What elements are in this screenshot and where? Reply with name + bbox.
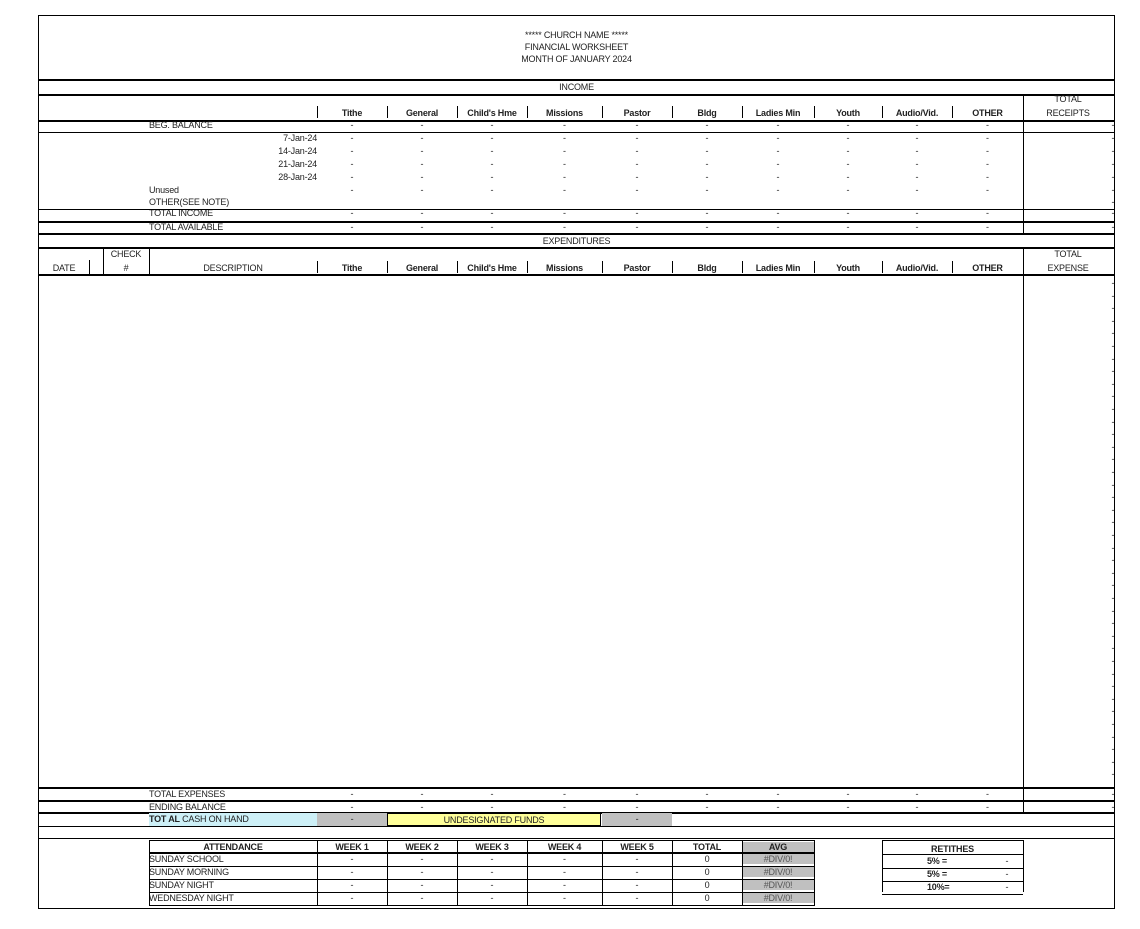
income-row-label: 14-Jan-24 <box>278 146 317 156</box>
income-total-divider <box>1023 120 1024 234</box>
church-name: ***** CHURCH NAME ***** <box>525 30 628 40</box>
income-header-col-divider <box>882 106 883 118</box>
attendance-row-label: SUNDAY SCHOOL <box>149 854 224 864</box>
attendance-col-divider <box>742 840 743 906</box>
cash-on-hand-label: CASH ON HAND <box>179 814 249 824</box>
income-cell: - <box>776 185 780 195</box>
income-cell: - <box>420 159 424 169</box>
expense-header-col-divider <box>672 261 673 273</box>
attendance-week-cell: - <box>635 880 639 890</box>
attendance-week-cell: - <box>490 867 494 877</box>
total-expenses-label: TOTAL EXPENSES <box>149 789 226 799</box>
expense-total-cell: - <box>1111 303 1115 313</box>
summary-cell: - <box>846 789 850 799</box>
expense-total-cell: - <box>1111 341 1115 351</box>
income-cell: - <box>915 208 919 218</box>
expense-total-cell: - <box>1111 278 1115 288</box>
summary-cell: - <box>915 789 919 799</box>
summary-cell: - <box>420 802 424 812</box>
income-cell: - <box>635 159 639 169</box>
expense-header-col-5: Bldg <box>697 263 717 273</box>
expense-total-cell: - <box>1111 291 1115 301</box>
income-header-col-divider <box>602 106 603 118</box>
expense-total-cell: - <box>1111 744 1115 754</box>
attendance-col-divider <box>457 840 458 906</box>
income-cell: - <box>635 120 639 130</box>
expense-total-cell: - <box>1111 467 1115 477</box>
income-cell: - <box>420 133 424 143</box>
summary-cell: - <box>350 789 354 799</box>
income-cell: - <box>420 172 424 182</box>
income-cell: - <box>915 146 919 156</box>
attendance-rule <box>149 840 814 841</box>
expense-total-cell: - <box>1111 719 1115 729</box>
income-cell: - <box>563 146 566 156</box>
attendance-avg-cell: #DIV/0! <box>742 854 814 864</box>
income-cell: - <box>846 120 850 130</box>
income-cell: - <box>915 185 919 195</box>
retithe-label: 5% = <box>927 869 947 879</box>
expense-total-cell: - <box>1111 681 1115 691</box>
income-total-cell: - <box>1111 146 1115 156</box>
summary-cell: - <box>490 789 494 799</box>
income-total-cell: - <box>1111 159 1115 169</box>
income-header-col-divider <box>672 106 673 118</box>
income-cell: - <box>350 222 354 232</box>
income-cell: - <box>986 120 989 130</box>
income-cell: - <box>915 120 919 130</box>
expense-header-col-8: Audio/Vid. <box>895 263 939 273</box>
income-header-col-divider <box>742 106 743 118</box>
attendance-week-cell: - <box>350 854 354 864</box>
income-row-label: 21-Jan-24 <box>278 159 317 169</box>
attendance-week-cell: - <box>490 854 494 864</box>
attendance-col-0: WEEK 1 <box>335 842 369 852</box>
income-cell: - <box>635 133 639 143</box>
expense-total-cell: - <box>1111 543 1115 553</box>
income-row-label: BEG. BALANCE <box>149 120 213 130</box>
income-cell: - <box>776 208 780 218</box>
attendance-col-divider <box>672 840 673 906</box>
income-cell: - <box>846 146 850 156</box>
income-cell: - <box>915 222 919 232</box>
expense-header-col-3: Missions <box>546 263 583 273</box>
income-cell: - <box>846 208 850 218</box>
income-cell: - <box>776 133 780 143</box>
expense-header-col-7: Youth <box>836 263 860 273</box>
attendance-avg-cell: #DIV/0! <box>742 893 814 903</box>
income-cell: - <box>705 208 709 218</box>
expense-header-col-4: Pastor <box>623 263 651 273</box>
worksheet <box>38 15 1115 909</box>
attendance-week-cell: - <box>350 893 354 903</box>
attendance-header: ATTENDANCE <box>203 842 263 852</box>
expense-total-cell: - <box>1111 656 1115 666</box>
expense-total-cell: - <box>1111 391 1115 401</box>
summary-cell: - <box>635 789 639 799</box>
income-cell: - <box>915 133 919 143</box>
summary-cell: - <box>776 802 780 812</box>
attendance-week-cell: - <box>635 854 639 864</box>
retithe-label: 5% = <box>927 856 947 866</box>
income-rule <box>39 221 1114 223</box>
cash-on-hand-label-bold: TOT AL <box>149 814 180 824</box>
expense-total-cell: - <box>1111 328 1115 338</box>
cash-on-hand-value: - <box>350 814 354 824</box>
expense-total-cell: - <box>1111 404 1115 414</box>
attendance-rule <box>149 905 814 906</box>
expense-total-cell: - <box>1111 354 1115 364</box>
attendance-col-divider <box>387 840 388 906</box>
attendance-week-cell: - <box>563 854 566 864</box>
income-section-title: INCOME <box>559 82 594 92</box>
income-header-col-divider <box>387 106 388 118</box>
income-header-col-3: Missions <box>546 108 583 118</box>
income-cell: - <box>420 222 424 232</box>
income-row-label: 28-Jan-24 <box>278 172 317 182</box>
income-cell: - <box>490 185 494 195</box>
total-col-divider <box>1023 248 1024 274</box>
income-total-cell: - <box>1111 120 1115 130</box>
income-cell: - <box>420 146 424 156</box>
attendance-col-divider <box>814 840 815 906</box>
expense-total-cell: - <box>1111 769 1115 779</box>
expense-total-cell: - <box>1111 706 1115 716</box>
expense-header-col-divider <box>457 261 458 273</box>
income-cell: - <box>420 120 424 130</box>
summary-cell: - <box>420 789 424 799</box>
expense-total-cell: - <box>1111 694 1115 704</box>
attendance-week-cell: - <box>635 893 639 903</box>
income-cell: - <box>705 120 709 130</box>
attendance-week-cell: - <box>490 880 494 890</box>
expense-header-col-divider <box>387 261 388 273</box>
attendance-week-cell: - <box>635 867 639 877</box>
attendance-row-label: SUNDAY MORNING <box>149 867 229 877</box>
date-header: DATE <box>52 263 76 273</box>
expense-total-cell: - <box>1111 732 1115 742</box>
attendance-week-cell: - <box>490 893 494 903</box>
expense-total-cell: - <box>1111 580 1115 590</box>
expense-total-cell: - <box>1111 442 1115 452</box>
attendance-week-cell: - <box>563 880 566 890</box>
summary-total-cell: - <box>1111 789 1115 799</box>
total-col-divider <box>1023 94 1024 120</box>
income-cell: - <box>563 222 566 232</box>
attendance-col-2: WEEK 3 <box>475 842 509 852</box>
income-cell: - <box>846 159 850 169</box>
expense-header-col-divider <box>814 261 815 273</box>
income-total-cell: - <box>1111 197 1115 207</box>
attendance-avg-cell: #DIV/0! <box>742 867 814 877</box>
expense-total-cell: - <box>1111 669 1115 679</box>
attendance-week-cell: - <box>350 867 354 877</box>
income-cell: - <box>705 222 709 232</box>
income-row-label: 7-Jan-24 <box>283 133 317 143</box>
summary-cell: - <box>986 789 989 799</box>
attendance-week-cell: - <box>563 893 566 903</box>
income-total-cell: - <box>1111 208 1115 218</box>
summary-cell: - <box>846 802 850 812</box>
cash-on-hand-value-cell <box>317 813 387 826</box>
expense-total-cell: - <box>1111 366 1115 376</box>
expense-total-cell: - <box>1111 555 1115 565</box>
income-cell: - <box>490 120 494 130</box>
income-header-col-0: Tithe <box>341 108 363 118</box>
attendance-col-divider <box>149 840 150 906</box>
income-header-col-divider <box>952 106 953 118</box>
retithe-value: - <box>1005 869 1009 879</box>
summary-cell: - <box>350 802 354 812</box>
income-cell: - <box>986 208 989 218</box>
attendance-avg-cell: #DIV/0! <box>742 880 814 890</box>
month-label: MONTH OF JANUARY 2024 <box>521 54 632 64</box>
expense-header-col-divider <box>882 261 883 273</box>
expense-header-col-divider <box>742 261 743 273</box>
attendance-total-cell: 0 <box>704 893 710 903</box>
attendance-total-cell: 0 <box>704 854 710 864</box>
income-cell: - <box>490 159 494 169</box>
income-cell: - <box>705 133 709 143</box>
attendance-col-divider <box>317 840 318 906</box>
expense-total-cell: - <box>1111 480 1115 490</box>
expense-header-col-divider <box>952 261 953 273</box>
attendance-total-cell: 0 <box>704 867 710 877</box>
expense-total-cell: - <box>1111 631 1115 641</box>
attendance-col-3: WEEK 4 <box>547 842 582 852</box>
summary-cell: - <box>776 789 780 799</box>
income-cell: - <box>635 222 639 232</box>
income-cell: - <box>986 133 989 143</box>
check-header-1: CHECK <box>110 249 142 259</box>
income-cell: - <box>915 172 919 182</box>
expense-total-cell: - <box>1111 505 1115 515</box>
income-rule <box>39 233 1114 235</box>
attendance-total-cell: 0 <box>704 880 710 890</box>
income-cell: - <box>490 172 494 182</box>
expense-header-col-2: Child's Hme <box>467 263 517 273</box>
retithes-header: RETITHES <box>931 844 974 854</box>
income-cell: - <box>563 159 566 169</box>
income-cell: - <box>420 185 424 195</box>
attendance-week-cell: - <box>563 867 566 877</box>
attendance-week-cell: - <box>420 854 424 864</box>
retithe-label: 10%= <box>927 882 950 892</box>
income-cell: - <box>846 222 850 232</box>
income-cell: - <box>776 172 780 182</box>
cash-on-hand-cell <box>149 813 317 826</box>
retithe-value: - <box>1005 882 1009 892</box>
income-header-col-9: OTHER <box>972 108 1003 118</box>
income-header-col-divider <box>814 106 815 118</box>
income-cell: - <box>635 146 639 156</box>
ending-balance-label: ENDING BALANCE <box>149 802 226 812</box>
income-cell: - <box>986 185 989 195</box>
retithes-rule <box>882 854 1023 855</box>
total-receipts-header-1: TOTAL <box>1054 94 1082 104</box>
attendance-row-label: WEDNESDAY NIGHT <box>149 893 234 903</box>
attendance-col-divider <box>602 840 603 906</box>
income-cell: - <box>350 208 354 218</box>
expense-total-cell: - <box>1111 757 1115 767</box>
income-cell: - <box>563 185 566 195</box>
income-cell: - <box>350 159 354 169</box>
income-cell: - <box>986 159 989 169</box>
expense-total-cell: - <box>1111 417 1115 427</box>
attendance-col-6: AVG <box>742 842 814 852</box>
income-cell: - <box>776 159 780 169</box>
expense-total-cell: - <box>1111 379 1115 389</box>
income-cell: - <box>776 222 780 232</box>
income-header-col-8: Audio/Vid. <box>895 108 939 118</box>
expense-total-cell: - <box>1111 618 1115 628</box>
expense-header-col-divider <box>602 261 603 273</box>
income-cell: - <box>986 146 989 156</box>
income-cell: - <box>776 120 780 130</box>
income-cell: - <box>350 133 354 143</box>
income-total-cell: - <box>1111 222 1115 232</box>
expense-total-cell: - <box>1111 517 1115 527</box>
income-cell: - <box>986 172 989 182</box>
income-cell: - <box>846 172 850 182</box>
income-header-col-divider <box>527 106 528 118</box>
attendance-row-label: SUNDAY NIGHT <box>149 880 214 890</box>
undesignated-funds-label: UNDESIGNATED FUNDS <box>443 815 545 825</box>
income-header-col-6: Ladies Min <box>755 108 801 118</box>
income-cell: - <box>490 222 494 232</box>
attendance-col-5: TOTAL <box>692 842 722 852</box>
attendance-week-cell: - <box>350 880 354 890</box>
income-cell: - <box>705 172 709 182</box>
income-cell: - <box>705 185 709 195</box>
expense-header-col-9: OTHER <box>972 263 1003 273</box>
undesignated-funds-value: - <box>635 814 639 824</box>
expense-total-cell: - <box>1111 316 1115 326</box>
income-cell: - <box>915 159 919 169</box>
expense-total-cell: - <box>1111 606 1115 616</box>
total-receipts-header-2: RECEIPTS <box>1046 108 1090 118</box>
attendance-week-cell: - <box>420 893 424 903</box>
income-cell: - <box>846 133 850 143</box>
expenditures-section-title: EXPENDITURES <box>542 236 611 246</box>
retithes-rule <box>882 840 1023 841</box>
expense-total-cell: - <box>1111 530 1115 540</box>
expense-total-cell: - <box>1111 454 1115 464</box>
expense-header-col-6: Ladies Min <box>755 263 801 273</box>
income-cell: - <box>635 172 639 182</box>
expense-total-cell: - <box>1111 593 1115 603</box>
income-cell: - <box>420 208 424 218</box>
income-cell: - <box>490 208 494 218</box>
income-total-cell: - <box>1111 172 1115 182</box>
income-total-cell: - <box>1111 133 1115 143</box>
summary-cell: - <box>563 789 566 799</box>
expense-total-cell: - <box>1111 568 1115 578</box>
expense-header-col-0: Tithe <box>341 263 363 273</box>
income-cell: - <box>350 146 354 156</box>
undesignated-value-cell <box>602 813 672 826</box>
income-row-label: Unused <box>149 185 179 195</box>
income-cell: - <box>635 208 639 218</box>
summary-cell: - <box>635 802 639 812</box>
expense-total-cell: - <box>1111 492 1115 502</box>
attendance-week-cell: - <box>420 867 424 877</box>
income-cell: - <box>776 146 780 156</box>
income-cell: - <box>563 133 566 143</box>
expense-header-col-divider <box>527 261 528 273</box>
income-rule <box>39 209 1114 210</box>
income-cell: - <box>635 185 639 195</box>
income-cell: - <box>350 172 354 182</box>
summary-cell: - <box>986 802 989 812</box>
income-cell: - <box>705 146 709 156</box>
income-header-col-5: Bldg <box>697 108 717 118</box>
summary-cell: - <box>705 802 709 812</box>
retithes-rule <box>882 894 1023 895</box>
income-total-cell: - <box>1111 185 1115 195</box>
income-header-col-2: Child's Hme <box>467 108 517 118</box>
income-cell: - <box>563 208 566 218</box>
total-expense-header-2: EXPENSE <box>1047 263 1089 273</box>
summary-total-divider <box>1023 787 1024 813</box>
summary-cell: - <box>563 802 566 812</box>
expense-total-cell: - <box>1111 643 1115 653</box>
income-header-col-1: General <box>405 108 439 118</box>
income-row-label: OTHER(SEE NOTE) <box>149 197 230 207</box>
income-header-col-divider <box>457 106 458 118</box>
summary-cell: - <box>915 802 919 812</box>
attendance-week-cell: - <box>420 880 424 890</box>
income-row-label: TOTAL INCOME <box>149 208 213 218</box>
income-row-label: TOTAL AVAILABLE <box>149 222 224 232</box>
income-rule <box>39 132 1114 133</box>
summary-total-cell: - <box>1111 802 1115 812</box>
worksheet-title: FINANCIAL WORKSHEET <box>524 42 629 52</box>
expense-total-cell: - <box>1111 429 1115 439</box>
income-cell: - <box>490 133 494 143</box>
income-header-col-7: Youth <box>836 108 860 118</box>
income-cell: - <box>986 222 989 232</box>
income-cell: - <box>705 159 709 169</box>
expense-header-col-1: General <box>405 263 439 273</box>
income-cell: - <box>846 185 850 195</box>
check-header-2: # <box>123 263 129 273</box>
income-header-col-divider <box>317 106 318 118</box>
income-cell: - <box>490 146 494 156</box>
income-header-col-4: Pastor <box>623 108 651 118</box>
income-cell: - <box>350 120 354 130</box>
income-cell: - <box>563 120 566 130</box>
undesignated-funds-cell <box>387 813 601 826</box>
description-header: DESCRIPTION <box>203 263 263 273</box>
retithes-divider <box>882 840 883 892</box>
summary-cell: - <box>705 789 709 799</box>
total-expense-header-1: TOTAL <box>1054 249 1082 259</box>
attendance-col-divider <box>527 840 528 906</box>
attendance-col-1: WEEK 2 <box>405 842 439 852</box>
income-cell: - <box>350 185 354 195</box>
expense-header-col-divider <box>317 261 318 273</box>
summary-cell: - <box>490 802 494 812</box>
retithe-value: - <box>1005 856 1009 866</box>
retithes-divider <box>1023 840 1024 892</box>
attendance-col-4: WEEK 5 <box>620 842 654 852</box>
income-cell: - <box>563 172 566 182</box>
